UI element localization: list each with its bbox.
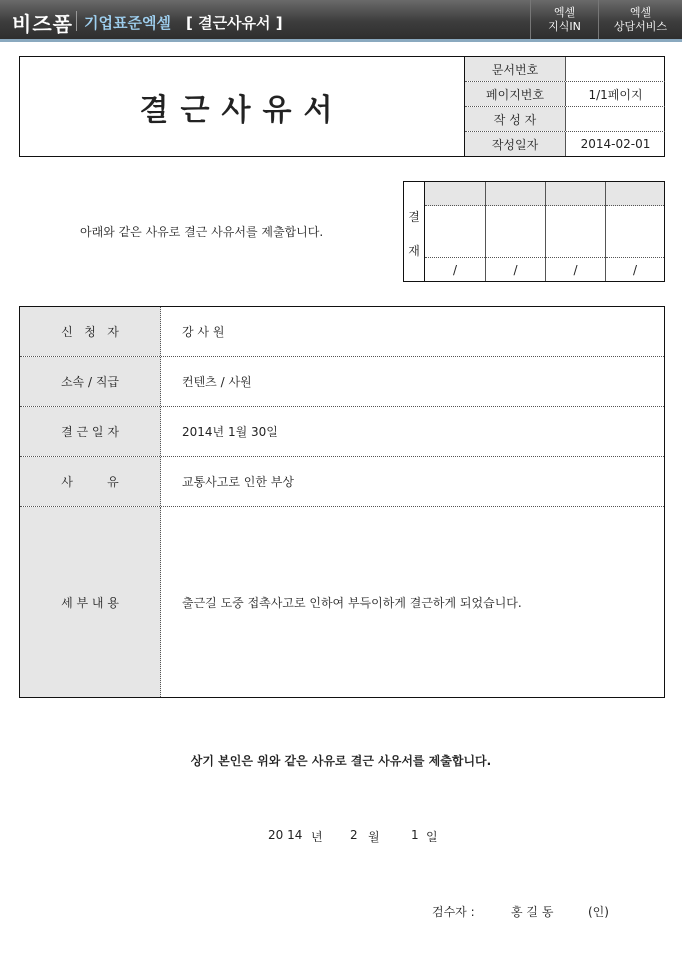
absence-details-table	[19, 306, 665, 698]
date-day-unit: 일	[426, 830, 438, 844]
document-title-tag: [ 결근사유서 ]	[186, 14, 283, 32]
document-title: 결근사유서	[139, 92, 345, 128]
row-label: 신 청 자	[20, 307, 161, 356]
row-label: 사 유	[20, 457, 161, 506]
approval-head	[486, 182, 545, 206]
meta-row-author	[465, 107, 665, 132]
row-absence-date	[20, 407, 664, 457]
meta-value[interactable]	[566, 107, 665, 131]
approval-head	[546, 182, 605, 206]
excel-knowledge-line2: 지식IN	[548, 20, 581, 33]
approval-sign-area	[425, 206, 485, 258]
date-month-unit: 월	[368, 830, 380, 844]
approval-head	[606, 182, 664, 206]
meta-value[interactable]: 2014-02-01	[580, 137, 651, 151]
date-day[interactable]: 1	[411, 828, 419, 842]
intro-text: 아래와 같은 사유로 결근 사유서를 제출합니다.	[80, 225, 324, 239]
row-value[interactable]: 교통사고로 인한 부상	[182, 475, 294, 489]
excel-consult-line2: 상담서비스	[613, 20, 668, 33]
row-value[interactable]: 2014년 1월 30일	[182, 425, 278, 439]
row-reason	[20, 457, 664, 507]
meta-value[interactable]	[566, 57, 665, 81]
date-year[interactable]: 20 14	[268, 828, 303, 842]
row-label: 결 근 일 자	[20, 407, 161, 456]
approval-column[interactable]	[605, 182, 664, 281]
date-year-unit: 년	[311, 830, 323, 844]
approval-sign-area	[486, 206, 545, 258]
excel-consult-button[interactable]	[598, 0, 682, 39]
approval-head	[425, 182, 485, 206]
row-department	[20, 357, 664, 407]
excel-knowledge-line1: 엑셀	[553, 6, 576, 19]
top-bar	[0, 0, 682, 42]
meta-table	[464, 57, 664, 156]
row-value[interactable]: 강 사 원	[182, 325, 225, 339]
meta-row-doc-number	[465, 57, 665, 82]
meta-row-page-number	[465, 82, 665, 107]
brand-label[interactable]: 기업표준엑셀	[84, 14, 171, 32]
row-label: 소속 / 직급	[20, 357, 161, 406]
row-value[interactable]: 컨텐츠 / 사원	[182, 375, 252, 389]
approval-side-top: 결	[408, 210, 420, 224]
row-applicant	[20, 307, 664, 357]
divider	[76, 11, 77, 31]
approval-sign-area	[606, 206, 664, 258]
meta-label: 작 성 자	[465, 107, 566, 131]
approval-date: /	[513, 262, 518, 277]
signer-label: 검수자 :	[432, 905, 475, 919]
date-month[interactable]: 2	[350, 828, 358, 842]
approval-side-label	[404, 182, 425, 281]
seal-mark: (인)	[588, 905, 609, 919]
bizform-logo[interactable]: 비즈폼	[12, 12, 73, 36]
approval-column[interactable]	[485, 182, 545, 281]
approval-column[interactable]	[425, 182, 485, 281]
meta-value[interactable]: 1/1페이지	[588, 87, 643, 102]
approval-date: /	[632, 262, 638, 277]
declaration-text: 상기 본인은 위와 같은 사유로 결근 사유서를 제출합니다.	[190, 754, 492, 768]
approval-box	[403, 181, 665, 282]
approval-side-bottom: 재	[408, 244, 420, 258]
signer-name[interactable]: 홍 길 동	[511, 905, 554, 919]
meta-label: 작성일자	[465, 132, 566, 156]
row-label: 세 부 내 용	[20, 507, 161, 697]
row-details	[20, 507, 664, 697]
approval-sign-area	[546, 206, 605, 258]
excel-knowledge-button[interactable]	[530, 0, 598, 39]
document-header	[19, 56, 665, 157]
meta-label: 페이지번호	[465, 82, 566, 106]
meta-row-date	[465, 132, 665, 156]
approval-date: /	[452, 262, 458, 277]
row-value[interactable]: 출근길 도중 접촉사고로 인하여 부득이하게 결근하게 되었습니다.	[182, 595, 522, 610]
meta-label: 문서번호	[465, 57, 566, 81]
approval-column[interactable]	[545, 182, 605, 281]
excel-consult-line1: 엑셀	[629, 6, 652, 19]
approval-date: /	[573, 262, 578, 277]
